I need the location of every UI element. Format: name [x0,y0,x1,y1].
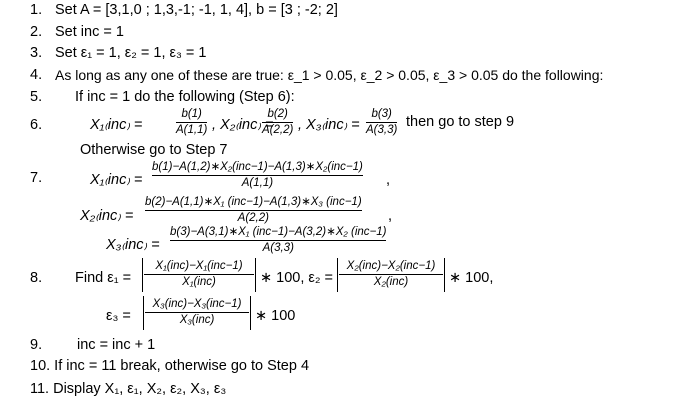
step-7-comma-1: , [386,172,391,188]
step-1-text: Set A = [3,1,0 ; 1,3,-1; -1, 1, 4], b = [3 ; -2; 2] [55,2,338,18]
step-7-x1-lhs: X₁₍inc₎ = [90,172,143,188]
step-2-text: Set inc = 1 [55,24,124,40]
step-8-e3-lhs: ε₃ = [106,308,131,324]
step-8-e3-tail: ∗ 100 [255,308,296,324]
step-4-number: 4. [30,67,43,83]
step-6-x2-fraction [262,108,293,137]
fraction-numerator: b(2)−A(1,1)∗X₁ (inc−1)−A(1,3)∗X₃ (inc−1) [145,196,362,208]
step-8-e2-fraction [339,260,443,289]
fraction-numerator: b(2) [267,108,288,120]
fraction-numerator: b(1) [181,108,202,120]
step-4-text: As long as any one of these are true: ε_1 > 0.05, ε_2 > 0.05, ε_3 > 0.05 do the following: [55,67,604,83]
step-8-e1-fraction [144,260,254,289]
fraction-numerator: b(3)−A(3,1)∗X₁ (inc−1)−A(3,2)∗X₂ (inc−1) [170,226,387,238]
fraction-denominator: A(1,1) [176,124,208,136]
step-5-number: 5. [30,89,43,105]
step-9-number: 9. [30,337,43,353]
step-7-x1-fraction [152,161,363,190]
fraction-numerator: b(3) [371,108,392,120]
step-6-x2-lhs: , X₂₍inc₎ = [212,117,274,133]
step-7-number: 7. [30,170,43,186]
step-7-x3-lhs: X₃₍inc₎ = [106,237,160,253]
step-6-x1-fraction [176,108,207,137]
step-8-e3-fraction [145,298,249,327]
otherwise-step-7: Otherwise go to Step 7 [80,142,228,158]
fraction-denominator: X₂(inc) [373,276,409,288]
fraction-denominator: A(1,1) [241,177,274,189]
step-8-e2-tail: ∗ 100, [449,270,494,286]
fraction-denominator: A(3,3) [366,124,398,136]
step-7-x2-lhs: X₂₍inc₎ = [80,208,134,224]
step-1-number: 1. [30,2,43,18]
step-8-number: 8. [30,270,43,286]
step-11-text: 11. Display X₁, ε₁, X₂, ε₂, X₃, ε₃ [30,381,227,397]
step-9-text: inc = inc + 1 [77,337,156,353]
step-5-text: If inc = 1 do the following (Step 6): [75,89,295,105]
fraction-denominator: A(2,2) [237,212,269,224]
fraction-denominator: X₃(inc) [179,314,215,326]
step-7-comma-2: , [388,208,393,224]
step-2-number: 2. [30,24,43,40]
step-6-x1-lhs: X₁₍inc₎ = [90,117,143,133]
fraction-numerator: X₁(inc)−X₁(inc−1) [155,260,243,272]
step-3-number: 3. [30,45,43,61]
step-8-find: Find ε₁ = [75,270,132,286]
step-6-tail: then go to step 9 [406,114,515,130]
step-8-e1-tail: ∗ 100, ε₂ = [260,270,334,286]
fraction-numerator: X₃(inc)−X₃(inc−1) [152,298,242,310]
fraction-denominator: A(2,2) [262,124,294,136]
fraction-denominator: X₁(inc) [182,276,216,288]
fraction-numerator: X₂(inc)−X₂(inc−1) [346,260,436,272]
step-6-number: 6. [30,117,43,133]
step-10-text: 10. If inc = 11 break, otherwise go to Step 4 [30,358,310,374]
fraction-denominator: A(3,3) [262,242,294,254]
fraction-numerator: b(1)−A(1,2)∗X₂(inc−1)−A(1,3)∗X₂(inc−1) [152,161,363,173]
step-7-x3-fraction [170,226,386,255]
step-6-x3-lhs: , X₃₍inc₎ = [298,117,360,133]
step-7-x2-fraction [145,196,362,225]
step-6-x3-fraction [366,108,397,137]
step-3-text: Set ε₁ = 1, ε₂ = 1, ε₃ = 1 [55,45,207,61]
